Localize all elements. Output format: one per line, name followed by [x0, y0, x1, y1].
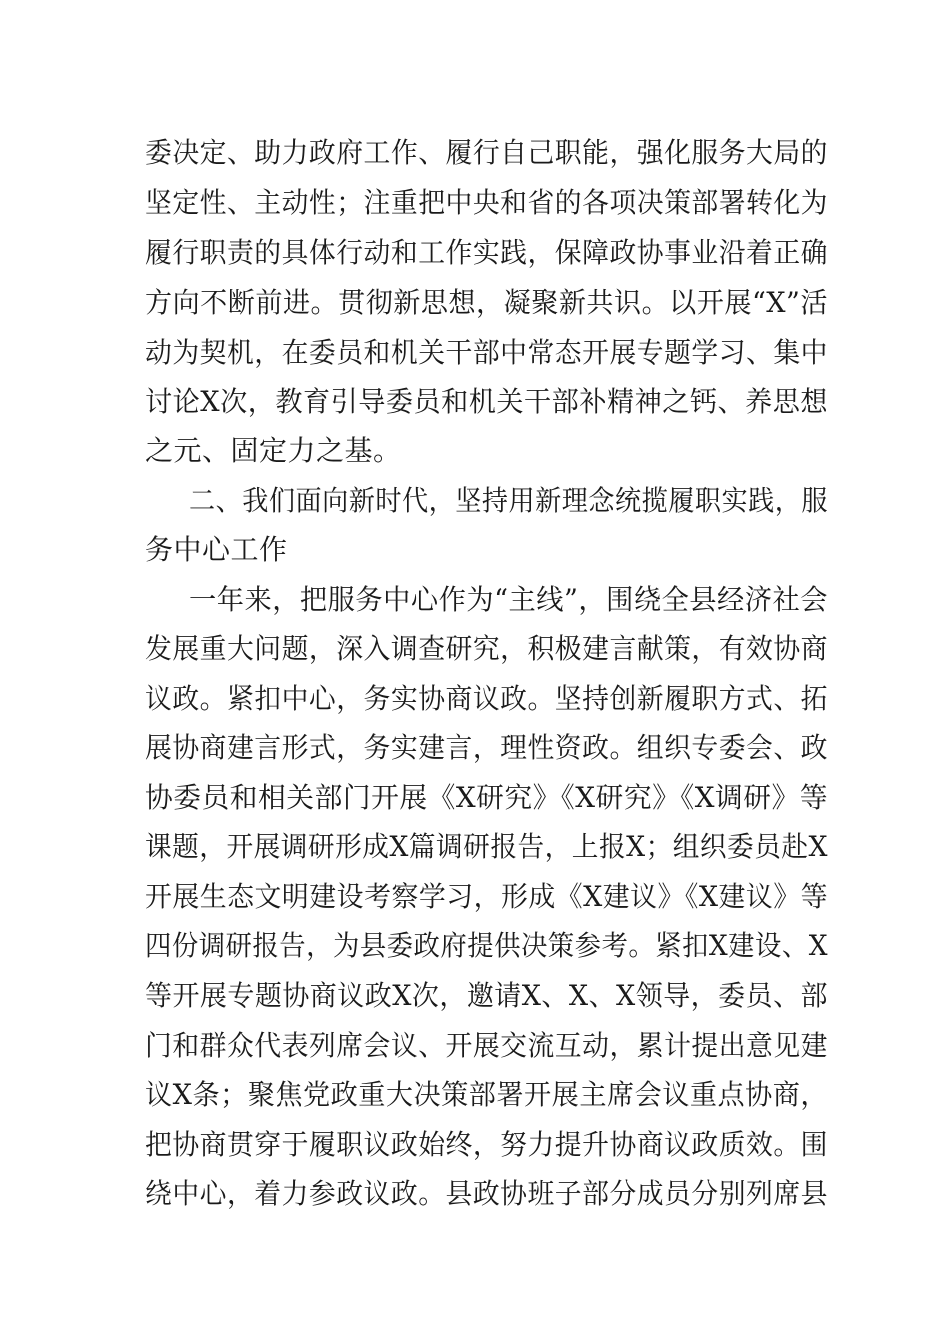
- text-line: 把协商贯穿于履职议政始终，努力提升协商议政质效。围: [145, 1128, 829, 1161]
- text-line: 一年来，把服务中心作为“主线”，围绕全县经济社会: [189, 583, 828, 616]
- text-line: 协委员和相关部门开展《X研究》《X研究》《X调研》等: [145, 781, 829, 814]
- text-line: 开展生态文明建设考察学习，形成《X建议》《X建议》等: [145, 880, 829, 913]
- section-heading-cont: 务中心工作: [145, 533, 288, 566]
- text-line: 绕中心，着力参政议政。县政协班子部分成员分别列席县: [145, 1177, 829, 1210]
- text-line: 动为契机，在委员和机关干部中常态开展专题学习、集中: [145, 336, 829, 369]
- text-line: 门和群众代表列席会议、开展交流互动，累计提出意见建: [145, 1029, 829, 1062]
- text-line: 议X条；聚焦党政重大决策部署开展主席会议重点协商，: [145, 1078, 829, 1111]
- text-line: 履行职责的具体行动和工作实践，保障政协事业沿着正确: [145, 236, 829, 269]
- text-line: 讨论X次，教育引导委员和机关干部补精神之钙、养思想: [145, 385, 829, 418]
- text-line: 方向不断前进。贯彻新思想，凝聚新共识。以开展“X”活: [145, 286, 828, 319]
- text-line: 四份调研报告，为县委政府提供决策参考。紧扣X建设、X: [145, 929, 828, 962]
- text-line: 展协商建言形式，务实建言，理性资政。组织专委会、政: [145, 731, 829, 764]
- section-heading: 二、我们面向新时代，坚持用新理念统揽履职实践，服: [189, 484, 829, 517]
- text-line: 委决定、助力政府工作、履行自己职能，强化服务大局的: [145, 136, 829, 169]
- text-line: 等开展专题协商议政X次，邀请X、X、X领导，委员、部: [145, 979, 829, 1012]
- text-line: 之元、固定力之基。: [145, 434, 402, 467]
- text-line: 发展重大问题，深入调查研究，积极建言献策，有效协商: [145, 632, 829, 665]
- text-line: 课题，开展调研形成X篇调研报告，上报X；组织委员赴X: [145, 830, 828, 863]
- text-line: 议政。紧扣中心，务实协商议政。坚持创新履职方式、拓: [145, 682, 829, 715]
- text-line: 坚定性、主动性；注重把中央和省的各项决策部署转化为: [145, 186, 829, 219]
